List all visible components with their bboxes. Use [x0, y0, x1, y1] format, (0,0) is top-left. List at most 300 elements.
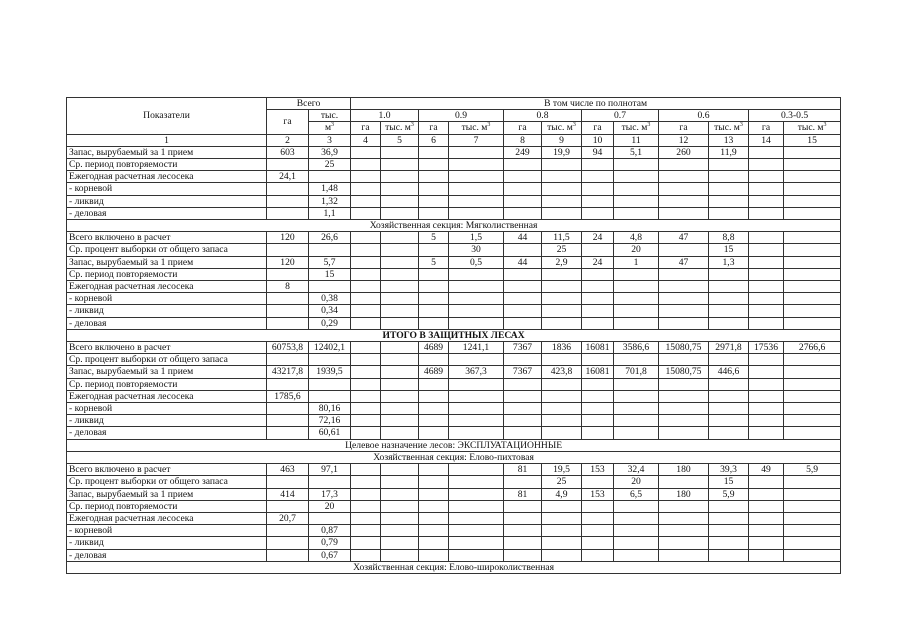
- table-cell: 81: [504, 464, 542, 476]
- table-cell: [749, 317, 784, 329]
- table-cell: [419, 378, 449, 390]
- table-cell: [419, 293, 449, 305]
- table-cell: [582, 183, 614, 195]
- table-row: [67, 537, 841, 549]
- table-cell: [784, 195, 841, 207]
- table-cell: [542, 207, 582, 219]
- table-cell: [381, 305, 419, 317]
- table-cell: 20: [614, 244, 659, 256]
- table-cell: [351, 171, 381, 183]
- table-cell: [351, 232, 381, 244]
- table-cell: [784, 390, 841, 402]
- unit-ha-header: га: [749, 122, 784, 134]
- table-row: [67, 500, 841, 512]
- table-cell: [749, 146, 784, 158]
- table-cell: [784, 268, 841, 280]
- table-cell: [381, 232, 419, 244]
- table-cell: [749, 305, 784, 317]
- table-cell: [614, 305, 659, 317]
- table-cell: [449, 476, 504, 488]
- table-cell: [351, 488, 381, 500]
- density-header: 1.0: [351, 110, 419, 122]
- table-cell: [749, 207, 784, 219]
- total-header: Всего: [267, 98, 351, 110]
- table-cell: [614, 354, 659, 366]
- indicators-header: Показатели: [67, 98, 267, 135]
- table-cell: [309, 390, 351, 402]
- table-cell: [419, 512, 449, 524]
- table-cell: 1836: [542, 342, 582, 354]
- table-cell: [582, 390, 614, 402]
- row-label: Ср. период повторяемости: [67, 378, 267, 390]
- table-cell: [504, 390, 542, 402]
- table-row: [67, 244, 841, 256]
- table-cell: [582, 415, 614, 427]
- table-cell: [784, 354, 841, 366]
- table-cell: [749, 232, 784, 244]
- table-cell: [542, 268, 582, 280]
- table-cell: 1939,5: [309, 366, 351, 378]
- table-cell: [582, 512, 614, 524]
- table-cell: 1,32: [309, 195, 351, 207]
- row-label: Ежегодная расчетная лесосека: [67, 512, 267, 524]
- section-heading: Хозяйственная секция: Елово-пихтовая: [67, 451, 841, 463]
- unit-thous-m3-header: тыс. $м^3$: [381, 122, 419, 134]
- table-cell: 25: [542, 476, 582, 488]
- table-cell: 25: [309, 159, 351, 171]
- column-number: 9: [542, 134, 582, 146]
- section-heading-row: [67, 451, 841, 463]
- row-label: - корневой: [67, 403, 267, 415]
- header-row-1: [67, 98, 841, 110]
- row-label: - деловая: [67, 207, 267, 219]
- row-label: Всего включено в расчет: [67, 464, 267, 476]
- table-cell: [449, 159, 504, 171]
- table-cell: [449, 183, 504, 195]
- table-cell: 20,7: [267, 512, 309, 524]
- table-cell: [614, 195, 659, 207]
- table-cell: [542, 159, 582, 171]
- table-cell: [449, 464, 504, 476]
- table-cell: [351, 390, 381, 402]
- table-cell: [351, 146, 381, 158]
- section-heading: Целевое назначение лесов: ЭКСПЛУАТАЦИОННЫЕ: [67, 439, 841, 451]
- row-label: Ежегодная расчетная лесосека: [67, 281, 267, 293]
- table-cell: [582, 378, 614, 390]
- table-cell: [659, 354, 709, 366]
- table-cell: 180: [659, 488, 709, 500]
- density-header: 0.6: [659, 110, 749, 122]
- table-cell: 0,34: [309, 305, 351, 317]
- column-number: 12: [659, 134, 709, 146]
- table-cell: [267, 354, 309, 366]
- table-cell: [419, 476, 449, 488]
- table-row: [67, 464, 841, 476]
- table-row: [67, 390, 841, 402]
- table-cell: 367,3: [449, 366, 504, 378]
- column-number: 10: [582, 134, 614, 146]
- table-cell: [309, 171, 351, 183]
- table-row: [67, 403, 841, 415]
- table-row: [67, 415, 841, 427]
- table-cell: [381, 525, 419, 537]
- table-cell: [659, 207, 709, 219]
- table-cell: [449, 171, 504, 183]
- table-cell: 5,9: [784, 464, 841, 476]
- table-cell: 30: [449, 244, 504, 256]
- table-cell: [709, 378, 749, 390]
- table-cell: 249: [504, 146, 542, 158]
- table-cell: [659, 244, 709, 256]
- table-cell: [351, 183, 381, 195]
- table-cell: 0,79: [309, 537, 351, 549]
- table-cell: [784, 403, 841, 415]
- table-cell: [419, 244, 449, 256]
- table-cell: [659, 525, 709, 537]
- table-cell: 97,1: [309, 464, 351, 476]
- table-row: [67, 317, 841, 329]
- table-cell: 16081: [582, 342, 614, 354]
- row-label: Всего включено в расчет: [67, 342, 267, 354]
- table-cell: [542, 512, 582, 524]
- table-cell: 15: [309, 268, 351, 280]
- table-cell: 2766,6: [784, 342, 841, 354]
- column-number: 15: [784, 134, 841, 146]
- table-cell: [709, 268, 749, 280]
- table-cell: [659, 403, 709, 415]
- table-cell: 120: [267, 232, 309, 244]
- table-row: [67, 232, 841, 244]
- table-cell: [267, 183, 309, 195]
- unit-ha-header: га: [351, 122, 381, 134]
- table-cell: [614, 281, 659, 293]
- table-cell: 11,9: [709, 146, 749, 158]
- row-label: - корневой: [67, 183, 267, 195]
- table-cell: [582, 549, 614, 561]
- table-cell: [749, 537, 784, 549]
- column-number: 11: [614, 134, 659, 146]
- table-cell: [709, 500, 749, 512]
- table-cell: [351, 378, 381, 390]
- section-heading-row: [67, 439, 841, 451]
- table-cell: [309, 378, 351, 390]
- table-cell: [784, 171, 841, 183]
- table-cell: [381, 427, 419, 439]
- table-cell: 5,9: [709, 488, 749, 500]
- table-cell: [449, 390, 504, 402]
- unit-thous-m3-header: тыс. $м^3$: [784, 122, 841, 134]
- table-cell: [419, 305, 449, 317]
- table-cell: [709, 537, 749, 549]
- table-cell: 44: [504, 232, 542, 244]
- table-cell: 153: [582, 488, 614, 500]
- table-cell: [309, 354, 351, 366]
- table-cell: [749, 268, 784, 280]
- table-cell: 12402,1: [309, 342, 351, 354]
- row-label: - ликвид: [67, 305, 267, 317]
- table-cell: [449, 293, 504, 305]
- row-label: - ликвид: [67, 537, 267, 549]
- table-cell: [381, 390, 419, 402]
- table-cell: 60753,8: [267, 342, 309, 354]
- table-cell: [784, 415, 841, 427]
- total-thous-header: тыс.: [309, 110, 351, 122]
- table-cell: 20: [309, 500, 351, 512]
- table-cell: [381, 146, 419, 158]
- table-cell: 26,6: [309, 232, 351, 244]
- table-cell: [267, 403, 309, 415]
- table-cell: [449, 305, 504, 317]
- table-cell: [419, 549, 449, 561]
- table-cell: [709, 354, 749, 366]
- table-cell: [749, 488, 784, 500]
- table-cell: [381, 195, 419, 207]
- table-cell: [582, 500, 614, 512]
- table-row: [67, 183, 841, 195]
- table-cell: [749, 549, 784, 561]
- table-cell: [381, 159, 419, 171]
- table-cell: 1,1: [309, 207, 351, 219]
- table-cell: [542, 281, 582, 293]
- table-row: [67, 354, 841, 366]
- table-cell: [749, 427, 784, 439]
- table-cell: [749, 403, 784, 415]
- table-cell: [504, 171, 542, 183]
- table-cell: [504, 512, 542, 524]
- table-cell: [749, 525, 784, 537]
- table-cell: [784, 146, 841, 158]
- table-cell: [659, 537, 709, 549]
- table-cell: [614, 390, 659, 402]
- table-cell: 463: [267, 464, 309, 476]
- table-cell: [659, 293, 709, 305]
- table-cell: [381, 244, 419, 256]
- table-cell: [709, 549, 749, 561]
- table-cell: [784, 427, 841, 439]
- table-cell: [614, 500, 659, 512]
- table-cell: [351, 464, 381, 476]
- table-cell: [582, 525, 614, 537]
- table-cell: 8,8: [709, 232, 749, 244]
- table-cell: [614, 207, 659, 219]
- table-cell: [542, 293, 582, 305]
- table-cell: 15: [709, 244, 749, 256]
- table-cell: [749, 378, 784, 390]
- table-cell: 6,5: [614, 488, 659, 500]
- table-row: [67, 476, 841, 488]
- row-label: Ср. период повторяемости: [67, 500, 267, 512]
- table-cell: [351, 305, 381, 317]
- density-header: 0.3-0.5: [749, 110, 841, 122]
- table-cell: [381, 366, 419, 378]
- table-cell: [449, 403, 504, 415]
- table-cell: 2971,8: [709, 342, 749, 354]
- table-cell: [267, 293, 309, 305]
- table-cell: [659, 195, 709, 207]
- table-cell: [784, 207, 841, 219]
- table-cell: 0,5: [449, 256, 504, 268]
- table-row: [67, 512, 841, 524]
- table-cell: [351, 525, 381, 537]
- table-cell: [351, 512, 381, 524]
- table-cell: 4,9: [542, 488, 582, 500]
- table-cell: 5,7: [309, 256, 351, 268]
- table-cell: [542, 537, 582, 549]
- table-cell: [749, 476, 784, 488]
- table-cell: [381, 500, 419, 512]
- table-cell: 47: [659, 256, 709, 268]
- table-cell: [582, 268, 614, 280]
- table-cell: 0,67: [309, 549, 351, 561]
- table-cell: [449, 549, 504, 561]
- table-cell: 4689: [419, 366, 449, 378]
- table-cell: [709, 525, 749, 537]
- table-cell: [709, 390, 749, 402]
- table-cell: 7367: [504, 366, 542, 378]
- table-cell: [504, 427, 542, 439]
- table-cell: [709, 159, 749, 171]
- table-cell: [504, 183, 542, 195]
- row-label: Запас, вырубаемый за 1 прием: [67, 488, 267, 500]
- table-cell: [659, 500, 709, 512]
- table-cell: [449, 512, 504, 524]
- row-label: Ср. процент выборки от общего запаса: [67, 244, 267, 256]
- table-cell: [784, 232, 841, 244]
- table-cell: [659, 317, 709, 329]
- table-cell: 17,3: [309, 488, 351, 500]
- table-cell: [614, 268, 659, 280]
- density-header: 0.7: [582, 110, 659, 122]
- table-row: [67, 281, 841, 293]
- density-group-header: В том числе по полнотам: [351, 98, 841, 110]
- table-cell: 20: [614, 476, 659, 488]
- row-label: Ср. процент выборки от общего запаса: [67, 354, 267, 366]
- table-cell: [504, 378, 542, 390]
- table-cell: [351, 159, 381, 171]
- table-cell: 180: [659, 464, 709, 476]
- column-number: 3: [309, 134, 351, 146]
- row-label: - корневой: [67, 293, 267, 305]
- unit-thous-m3-header: тыс. $м^3$: [449, 122, 504, 134]
- table-cell: [449, 488, 504, 500]
- table-cell: 49: [749, 464, 784, 476]
- table-cell: [419, 281, 449, 293]
- table-cell: [381, 537, 419, 549]
- table-cell: [749, 244, 784, 256]
- section-heading-row: [67, 220, 841, 232]
- unit-thous-m3-header: тыс. $м^3$: [542, 122, 582, 134]
- table-cell: [267, 305, 309, 317]
- document-sheet: [66, 97, 841, 574]
- unit-ha-header: га: [419, 122, 449, 134]
- table-cell: 32,4: [614, 464, 659, 476]
- table-cell: 17536: [749, 342, 784, 354]
- table-cell: [542, 500, 582, 512]
- table-cell: 81: [504, 488, 542, 500]
- table-cell: [419, 268, 449, 280]
- row-label: Всего включено в расчет: [67, 232, 267, 244]
- table-cell: 25: [542, 244, 582, 256]
- table-cell: [504, 476, 542, 488]
- table-cell: 414: [267, 488, 309, 500]
- table-cell: [542, 403, 582, 415]
- table-cell: [419, 171, 449, 183]
- table-cell: [749, 366, 784, 378]
- table-cell: 16081: [582, 366, 614, 378]
- table-cell: [267, 244, 309, 256]
- table-cell: [709, 281, 749, 293]
- table-cell: [582, 195, 614, 207]
- row-label: - деловая: [67, 549, 267, 561]
- table-cell: [659, 415, 709, 427]
- table-row: [67, 171, 841, 183]
- table-cell: [542, 305, 582, 317]
- table-cell: [309, 512, 351, 524]
- table-cell: [419, 464, 449, 476]
- row-label: - деловая: [67, 427, 267, 439]
- table-cell: 8: [267, 281, 309, 293]
- table-cell: [784, 549, 841, 561]
- table-cell: [381, 476, 419, 488]
- table-cell: [351, 268, 381, 280]
- table-cell: [449, 378, 504, 390]
- table-cell: [419, 195, 449, 207]
- table-cell: [419, 317, 449, 329]
- table-cell: [381, 549, 419, 561]
- table-cell: 44: [504, 256, 542, 268]
- table-row: [67, 427, 841, 439]
- table-cell: [267, 195, 309, 207]
- table-cell: [504, 281, 542, 293]
- table-cell: [709, 403, 749, 415]
- table-cell: [419, 488, 449, 500]
- table-cell: [542, 171, 582, 183]
- table-cell: [267, 317, 309, 329]
- table-cell: [351, 195, 381, 207]
- table-cell: 1241,1: [449, 342, 504, 354]
- table-cell: [351, 256, 381, 268]
- table-cell: [419, 183, 449, 195]
- table-cell: [504, 537, 542, 549]
- table-cell: [267, 378, 309, 390]
- table-cell: [381, 464, 419, 476]
- table-cell: [504, 244, 542, 256]
- table-cell: [419, 427, 449, 439]
- table-cell: 1,3: [709, 256, 749, 268]
- table-cell: [381, 268, 419, 280]
- table-cell: [659, 305, 709, 317]
- section-heading: Хозяйственная секция: Мягколиственная: [67, 220, 841, 232]
- table-cell: [749, 171, 784, 183]
- table-row: [67, 342, 841, 354]
- row-label: Ежегодная расчетная лесосека: [67, 390, 267, 402]
- table-cell: [749, 159, 784, 171]
- table-cell: [659, 427, 709, 439]
- column-number: 7: [449, 134, 504, 146]
- table-cell: [419, 415, 449, 427]
- table-cell: [542, 183, 582, 195]
- table-cell: 1,5: [449, 232, 504, 244]
- table-cell: 80,16: [309, 403, 351, 415]
- row-label: Ср. период повторяемости: [67, 159, 267, 171]
- table-cell: [614, 537, 659, 549]
- table-cell: [709, 305, 749, 317]
- table-cell: 47: [659, 232, 709, 244]
- table-cell: [267, 549, 309, 561]
- table-cell: [709, 512, 749, 524]
- table-cell: [449, 146, 504, 158]
- table-cell: [351, 500, 381, 512]
